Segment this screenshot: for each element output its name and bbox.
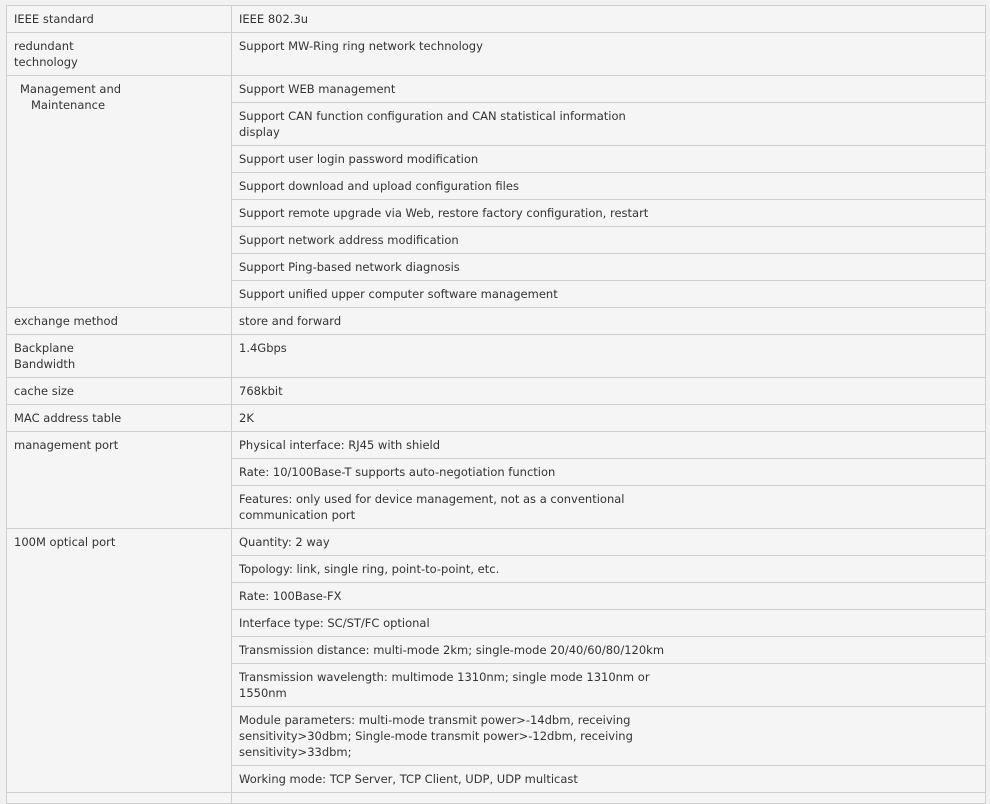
spec-label-text: exchange method [14, 314, 118, 328]
spec-value-cell [232, 227, 986, 254]
spec-row [7, 405, 986, 432]
spec-label-cell [7, 378, 232, 405]
spec-value-cell [232, 707, 986, 766]
spec-value-text: 768kbit [239, 384, 283, 398]
spec-label-cell [7, 33, 232, 76]
spec-row [7, 793, 986, 804]
spec-label-cell [7, 6, 232, 33]
spec-value-cell [232, 308, 986, 335]
spec-value-cell [232, 766, 986, 793]
spec-label-cell [7, 793, 232, 804]
spec-value-text: Support network address modification [239, 233, 459, 247]
spec-value-text: sensitivity>30dbm; Single-mode transmit power>-12dbm, receiving [239, 729, 633, 743]
spec-row [7, 33, 986, 76]
spec-value-cell [232, 459, 986, 486]
spec-value-cell [232, 583, 986, 610]
spec-label-text: Management and [20, 82, 122, 96]
spec-value-text: Interface type: SC/ST/FC optional [239, 616, 430, 630]
spec-value-cell [232, 556, 986, 583]
spec-value-text: Support remote upgrade via Web, restore factory configuration, restart [239, 206, 649, 220]
spec-value-cell [232, 6, 986, 33]
spec-value-text: display [239, 125, 280, 139]
spec-value-cell [232, 486, 986, 529]
spec-value-cell [232, 33, 986, 76]
spec-value-text: Physical interface: RJ45 with shield [239, 438, 441, 452]
spec-value-text: Transmission distance: multi-mode 2km; single-mode 20/40/60/80/120km [239, 643, 665, 657]
spec-label-cell [7, 308, 232, 335]
spec-label-cell [7, 432, 232, 529]
spec-value-cell [232, 610, 986, 637]
spec-value-cell [232, 793, 986, 804]
spec-row [7, 76, 986, 103]
spec-value-cell [232, 146, 986, 173]
spec-value-text: Rate: 10/100Base-T supports auto-negotiation function [239, 465, 556, 479]
spec-label-cell [7, 405, 232, 432]
spec-label-cell [7, 335, 232, 378]
spec-value-text: sensitivity>33dbm; [239, 745, 352, 759]
specification-table-body [7, 6, 986, 804]
spec-value-text: communication port [239, 508, 356, 522]
spec-value-cell [232, 254, 986, 281]
spec-label-text: redundant [14, 39, 74, 53]
spec-value-text: Quantity: 2 way [239, 535, 330, 549]
spec-value-cell [232, 103, 986, 146]
spec-value-cell [232, 281, 986, 308]
spec-value-cell [232, 200, 986, 227]
spec-value-cell [232, 637, 986, 664]
spec-value-cell [232, 664, 986, 707]
spec-value-text: Module parameters: multi-mode transmit power>-14dbm, receiving [239, 713, 631, 727]
spec-value-text: Transmission wavelength: multimode 1310nm; single mode 1310nm or [239, 670, 650, 684]
spec-label-text: MAC address table [14, 411, 122, 425]
spec-row [7, 308, 986, 335]
spec-value-cell [232, 173, 986, 200]
spec-value-cell [232, 76, 986, 103]
spec-label-text: cache size [14, 384, 75, 398]
spec-value-text: Support CAN function configuration and CAN statistical information [239, 109, 626, 123]
spec-value-text: IEEE 802.3u [239, 12, 309, 26]
spec-value-text: store and forward [239, 314, 342, 328]
spec-value-text: Working mode: TCP Server, TCP Client, UDP, UDP multicast [239, 772, 578, 786]
spec-row [7, 335, 986, 378]
spec-value-text: Features: only used for device management, not as a conventional [239, 492, 625, 506]
spec-label-cell [7, 76, 232, 308]
spec-value-text: 1550nm [239, 686, 287, 700]
specification-table [6, 5, 986, 804]
spec-label-text: Backplane [14, 341, 74, 355]
spec-value-cell [232, 405, 986, 432]
spec-label-text: 100M optical port [14, 535, 116, 549]
spec-value-text: Support download and upload configuration files [239, 179, 519, 193]
spec-row [7, 529, 986, 556]
spec-label-cell [7, 529, 232, 793]
spec-row [7, 6, 986, 33]
spec-value-text: Support MW-Ring ring network technology [239, 39, 483, 53]
spec-value-text: Rate: 100Base-FX [239, 589, 342, 603]
spec-label-text: IEEE standard [14, 12, 94, 26]
spec-value-cell [232, 432, 986, 459]
spec-value-text: Support WEB management [239, 82, 396, 96]
spec-value-cell [232, 335, 986, 378]
spec-value-text: Support user login password modification [239, 152, 479, 166]
spec-value-text: 2K [239, 411, 254, 425]
spec-label-text: management port [14, 438, 119, 452]
spec-value-text: Support unified upper computer software management [239, 287, 558, 301]
spec-value-text: Support Ping-based network diagnosis [239, 260, 460, 274]
spec-value-text: 1.4Gbps [239, 341, 287, 355]
spec-row [7, 378, 986, 405]
spec-row [7, 432, 986, 459]
spec-label-text: Bandwidth [14, 357, 76, 371]
spec-value-cell [232, 529, 986, 556]
spec-value-cell [232, 378, 986, 405]
spec-label-text: technology [14, 55, 78, 69]
spec-label-text: Maintenance [31, 98, 106, 112]
spec-value-text: Topology: link, single ring, point-to-point, etc. [239, 562, 500, 576]
